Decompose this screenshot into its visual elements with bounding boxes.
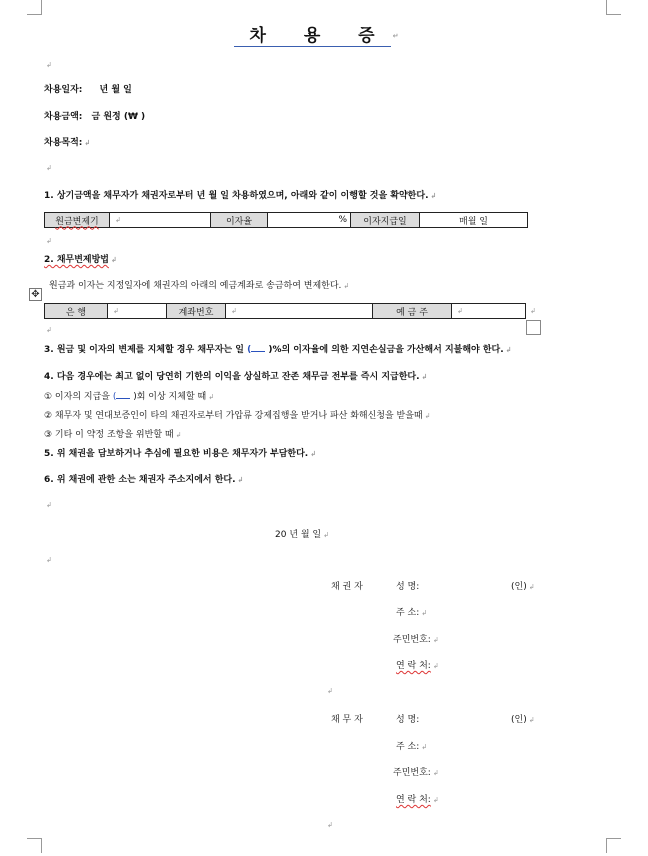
paragraph-mark-icon: ↲: [528, 582, 535, 591]
clause-4-item-2[interactable]: [44, 408, 430, 421]
clause-2-text: 2. 채무변제방법: [44, 255, 109, 265]
paragraph-mark-icon: ↲: [46, 236, 52, 245]
debtor-role-text: 채 무 자: [331, 715, 363, 725]
interest-payday-cell[interactable]: [420, 213, 528, 228]
interest-rate-header[interactable]: [211, 213, 268, 228]
paragraph-mark-icon: ↲: [46, 325, 52, 334]
clause-4[interactable]: [44, 369, 427, 382]
account-number-header[interactable]: [167, 304, 226, 319]
clause-4-item-1[interactable]: ① 이자의 지급을 ( )회 이상 지체할 때 ↲: [44, 392, 215, 402]
account-number-label: 계좌번호: [178, 307, 214, 318]
paragraph-mark-icon: ↲: [343, 281, 350, 290]
percent-sign: %: [338, 215, 347, 225]
empty-paragraph: [44, 555, 52, 565]
interest-rate-cell[interactable]: [268, 213, 351, 228]
debtor-id-label[interactable]: [393, 765, 439, 778]
clause-5[interactable]: [44, 446, 316, 459]
creditor-role: [331, 579, 363, 592]
debtor-address-label[interactable]: [396, 739, 427, 752]
debtor-name-text: 성 명:: [396, 715, 420, 725]
crop-mark-bottom-left: [27, 838, 42, 853]
paragraph-mark-icon: ↲: [115, 215, 121, 224]
empty-paragraph: [325, 686, 333, 696]
paragraph-mark-icon: ↲: [430, 191, 437, 200]
bank-cell[interactable]: [108, 304, 167, 319]
creditor-name-text: 성 명:: [396, 582, 420, 592]
paragraph-mark-icon: ↲: [327, 686, 333, 695]
paragraph-mark-icon: ↲: [505, 345, 512, 354]
paragraph-mark-icon: ↲: [432, 795, 439, 804]
interest-delay-count-blank[interactable]: [116, 398, 130, 399]
debtor-seal-text: (인): [511, 715, 527, 725]
paragraph-mark-icon: ↲: [113, 306, 119, 315]
paragraph-mark-icon: ↲: [421, 742, 428, 751]
crop-mark-top-right: [606, 0, 621, 15]
paragraph-mark-icon: ↲: [457, 306, 463, 315]
clause-4-text: 4. 다음 경우에는 최고 없이 당연히 기한의 이익을 상실하고 잔존 채무금 전부를 즉시 지급한다.: [44, 372, 420, 382]
creditor-id-text: 주민번호:: [393, 635, 431, 645]
clause-2[interactable]: [44, 252, 117, 265]
date-value: 년 월 일: [99, 85, 132, 95]
signing-date[interactable]: [275, 527, 329, 540]
paragraph-mark-icon: ↵: [392, 32, 415, 40]
table-resize-handle[interactable]: [526, 320, 541, 335]
empty-paragraph: [44, 236, 52, 246]
document-title[interactable]: [0, 21, 648, 46]
creditor-id-label[interactable]: [393, 632, 439, 645]
debtor-seal: [511, 712, 535, 725]
clause-3-text-end: )%의 이자율에 의한 지연손실금을 가산해서 지불해야 한다.: [268, 345, 504, 355]
creditor-name-label[interactable]: [396, 579, 419, 592]
creditor-seal-text: (인): [511, 582, 527, 592]
clause-3[interactable]: 3. 원금 및 이자의 변제를 지체할 경우 채무자는 일 ( )%의 이자율에 의한 지연손실금을 가산해서 지불해야 한다. ↲: [44, 345, 512, 355]
creditor-phone-label[interactable]: [396, 658, 439, 671]
creditor-address-label[interactable]: [396, 605, 427, 618]
paragraph-mark-icon: ↲: [46, 163, 52, 172]
amount-value: 금 원정 (₩ ): [91, 112, 146, 122]
purpose-label: 차용목적:: [44, 138, 83, 148]
paragraph-mark-icon: ↲: [110, 255, 117, 264]
paragraph-mark-icon: ↲: [46, 500, 52, 509]
paragraph-mark-icon: ↲: [432, 635, 439, 644]
paragraph-mark-icon: ↲: [530, 306, 536, 315]
debtor-name-label[interactable]: [396, 712, 419, 725]
clause-4-item-2-text: ② 채무자 및 연대보증인이 타의 채권자로부터 가압류 강제집행을 받거나 파산 화해신청을 받을때: [44, 411, 423, 421]
paragraph-mark-icon: ↲: [528, 715, 535, 724]
paragraph-mark-icon: ↲: [208, 392, 215, 401]
clause-6[interactable]: [44, 472, 243, 485]
empty-paragraph: [44, 60, 52, 70]
crop-mark-top-left: [27, 0, 42, 15]
clause-5-text: 5. 위 채권을 담보하거나 추심에 필요한 비용은 채무자가 부담한다.: [44, 449, 309, 459]
clause-2-body[interactable]: [49, 278, 349, 291]
repayment-due-label: 원금변제기: [55, 216, 99, 227]
paragraph-mark-icon: ↲: [175, 430, 182, 439]
paragraph-mark-icon: ↲: [421, 608, 428, 617]
account-number-cell[interactable]: [226, 304, 373, 319]
empty-paragraph: [44, 500, 52, 510]
creditor-role-text: 채 권 자: [331, 582, 363, 592]
bank-account-table[interactable]: [44, 303, 526, 319]
debtor-phone-label[interactable]: [396, 792, 439, 805]
date-line[interactable]: [44, 82, 132, 95]
creditor-seal: [511, 579, 535, 592]
empty-paragraph: [325, 820, 333, 830]
account-holder-label: 예 금 주: [396, 307, 428, 318]
crop-mark-bottom-right: [606, 838, 621, 853]
repayment-table[interactable]: [44, 212, 528, 228]
empty-paragraph: [44, 325, 52, 335]
interest-rate-label: 이자율: [225, 216, 253, 227]
clause-4-item-3-text: ③ 기타 이 약정 조항을 위반할 때: [44, 430, 174, 440]
title-text: 차 용 증: [234, 26, 391, 47]
interest-payday-value: 매월 일: [459, 216, 488, 227]
clause-1-text: 1. 상기금액을 채무자가 채권자로부터 년 월 일 차용하였으며, 아래와 같이 이행할 것을 확약한다.: [44, 191, 429, 201]
interest-payday-label: 이자지급일: [363, 216, 407, 227]
clause-4-item-3[interactable]: [44, 427, 181, 440]
row-end-mark: [528, 306, 536, 316]
signing-date-text: 20 년 월 일: [275, 530, 322, 540]
clause-3-text-start: 3. 원금 및 이자의 변제를 지체할 경우 채무자는 일: [44, 345, 244, 355]
creditor-phone-text: 연 락 처:: [396, 661, 431, 671]
clause-4-item-1-start: ① 이자의 지급을: [44, 392, 110, 402]
paragraph-mark-icon: ↲: [84, 138, 91, 147]
debtor-phone-text: 연 락 처:: [396, 795, 431, 805]
clause-4-item-1-end: )회 이상 지체할 때: [133, 392, 207, 402]
empty-paragraph: [44, 163, 52, 173]
table-move-icon[interactable]: ✥: [29, 288, 42, 301]
repayment-due-cell[interactable]: [110, 213, 211, 228]
amount-label: 차용금액:: [44, 112, 83, 122]
bank-header[interactable]: [45, 304, 108, 319]
paragraph-mark-icon: ↲: [46, 60, 52, 69]
account-holder-cell[interactable]: [452, 304, 526, 319]
repayment-due-header[interactable]: [45, 213, 110, 228]
clause-1[interactable]: [44, 188, 436, 201]
clause-6-text: 6. 위 채권에 관한 소는 채권자 주소지에서 한다.: [44, 475, 236, 485]
paragraph-mark-icon: ↲: [327, 820, 333, 829]
debtor-id-text: 주민번호:: [393, 768, 431, 778]
paragraph-mark-icon: ↲: [424, 411, 431, 420]
purpose-line[interactable]: [44, 135, 90, 148]
paragraph-mark-icon: ↲: [421, 372, 428, 381]
paragraph-mark-icon: ↲: [323, 530, 329, 539]
delay-rate-blank[interactable]: [251, 351, 265, 352]
date-label: 차용일자:: [44, 85, 83, 95]
debtor-address-text: 주 소:: [396, 742, 420, 752]
paragraph-mark-icon: ↲: [432, 661, 439, 670]
paragraph-mark-icon: ↲: [310, 449, 317, 458]
bank-label: 은 행: [65, 307, 87, 318]
creditor-address-text: 주 소:: [396, 608, 420, 618]
amount-line[interactable]: [44, 109, 145, 122]
debtor-role: [331, 712, 363, 725]
paragraph-mark-icon: ↲: [237, 475, 244, 484]
account-holder-header[interactable]: [373, 304, 452, 319]
paragraph-mark-icon: ↲: [231, 306, 237, 315]
interest-payday-header[interactable]: [351, 213, 420, 228]
clause-2-body-text: 원금과 이자는 지정일자에 채권자의 아래의 예금계좌로 송금하여 변제한다.: [49, 281, 342, 291]
paragraph-mark-icon: ↲: [432, 768, 439, 777]
paragraph-mark-icon: ↲: [46, 555, 52, 564]
